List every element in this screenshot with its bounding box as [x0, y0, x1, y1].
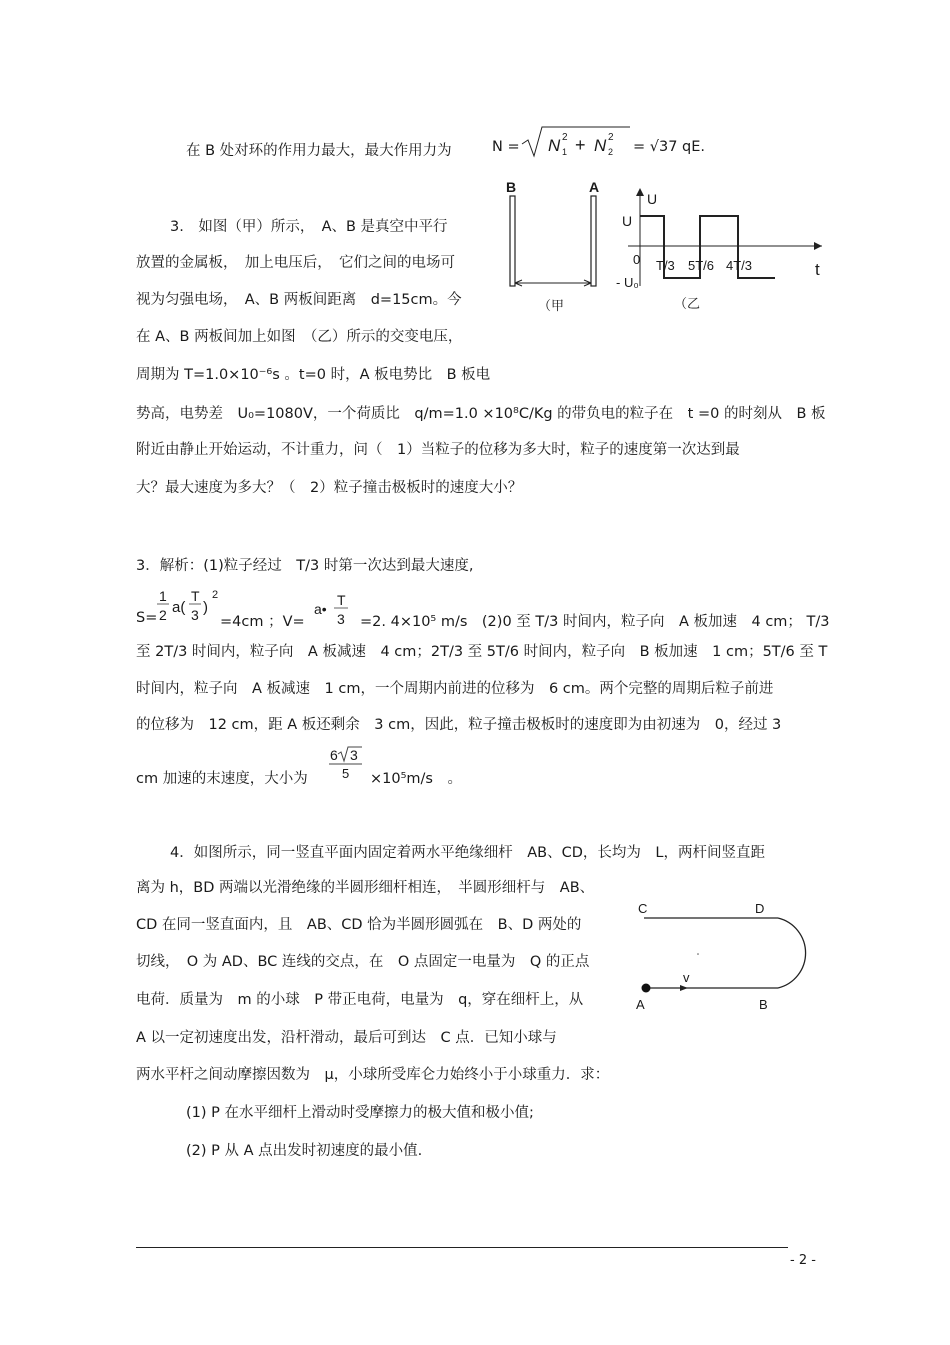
figure-q4	[628, 896, 833, 1016]
axis-t-label: t	[815, 260, 820, 279]
intro-text: 在 B 处对环的作用力最大，最大作用力为	[186, 143, 452, 159]
sol3-line-1: 3．解析：(1)粒子经过 T/3 时第一次达到最大速度,	[136, 558, 474, 574]
sol3-line-6a: cm 加速的末速度，大小为	[136, 771, 308, 787]
svg-text:2: 2	[608, 147, 614, 157]
point-b-label: B	[759, 997, 768, 1012]
svg-text:T: T	[337, 594, 346, 608]
formula-lhs: N =	[492, 139, 520, 155]
ball-p	[642, 984, 651, 993]
q4-item-2: (2) P 从 A 点出发时初速度的最小值.	[186, 1143, 423, 1159]
neg-level-label: - U₀	[616, 275, 639, 290]
q4-item-1: (1) P 在水平细杆上滑动时受摩擦力的极大值和极小值;	[186, 1105, 534, 1121]
svg-text:1: 1	[562, 147, 568, 157]
svg-text:a(: a(	[172, 599, 186, 616]
sol3-line-5: 的位移为 12 cm，距 A 板还剩余 3 cm，因此，粒子撞击极板时的速度即为由初速为 0，经过 3	[136, 717, 782, 733]
tick-5t6: 5T/6	[688, 258, 715, 273]
svg-text:3: 3	[191, 607, 199, 623]
q4-line-4: 切线， O 为 AD、BC 连线的交点，在 O 点固定一电量为 Q 的正点	[136, 954, 590, 970]
velocity-label: v	[683, 970, 690, 985]
fig-jia-caption: （甲	[538, 298, 565, 313]
q3-line-2: 放置的金属板， 加上电压后， 它们之间的电场可	[136, 255, 455, 271]
q3-line-3: 视为匀强电场， A、B 两板间距离 d=15cm。今	[136, 292, 462, 308]
q4-line-1: 4．如图所示，同一竖直平面内固定着两水平绝缘细杆 AB、CD，长均为 L，两杆间竖直距	[170, 845, 765, 861]
q4-line-2: 离为 h，BD 两端以光滑绝缘的半圆形细杆相连， 半圆形细杆与 AB、	[136, 880, 595, 896]
plate-a-label: A	[589, 179, 600, 195]
point-o	[697, 953, 699, 955]
svg-text:a•: a•	[314, 601, 327, 617]
figure-yi	[610, 186, 830, 316]
sol3-line-3: 至 2T/3 时间内，粒子向 A 板减速 4 cm；2T/3 至 5T/6 时间内，粒子向 B 板加速 1 cm；5T/6 至 T	[136, 644, 828, 660]
sol3-line-6b: ×10⁵m/s 。	[370, 771, 462, 787]
plate-b-label: B	[506, 179, 517, 195]
plate-b	[510, 196, 515, 286]
q3-line-4: 在 A、B 两板间加上如图 （乙）所示的交变电压，	[136, 329, 463, 345]
footer-rule	[136, 1247, 788, 1248]
semicircle-rod	[778, 918, 806, 988]
point-a-label: A	[636, 997, 645, 1012]
svg-text:3: 3	[350, 747, 358, 763]
sqrt-formula	[520, 124, 632, 160]
tick-t3: T/3	[656, 258, 675, 273]
figure-jia	[500, 176, 610, 316]
formula-rhs: = √37 qE.	[633, 139, 706, 155]
svg-text:2: 2	[608, 132, 614, 143]
svg-text:2: 2	[562, 132, 568, 143]
origin-label: 0	[633, 252, 641, 267]
svg-text:): )	[203, 599, 208, 616]
svg-text:2: 2	[159, 607, 167, 623]
svg-text:5: 5	[342, 766, 350, 781]
point-c-label: C	[638, 901, 648, 916]
level-u-label: U	[622, 213, 633, 229]
sol3-line-4: 时间内，粒子向 A 板减速 1 cm，一个周期内前进的位移为 6 cm。两个完整的周期后粒子前进	[136, 681, 774, 697]
q3-line-1: 3. 如图（甲）所示， A、B 是真空中平行	[170, 219, 448, 235]
sol3-s-result: =4cm ；V=	[220, 614, 305, 630]
q3-line-5: 周期为 T=1.0×10⁻⁶s 。t=0 时，A 板电势比 B 板电	[136, 367, 491, 383]
final-speed-formula	[328, 744, 368, 782]
velocity-arrow	[680, 985, 688, 991]
svg-text:T: T	[191, 588, 200, 604]
svg-text:2: 2	[212, 589, 219, 601]
fig-yi-caption: （乙	[674, 296, 701, 311]
page-number: - 2 -	[790, 1253, 816, 1268]
v-formula	[312, 594, 358, 628]
q4-line-7: 两水平杆之间动摩擦因数为 μ，小球所受库仑力始终小于小球重力．求：	[136, 1067, 610, 1083]
q4-line-6: A 以一定初速度出发，沿杆滑动，最后可到达 C 点．已知小球与	[136, 1030, 557, 1046]
tick-4t3: 4T/3	[726, 258, 753, 273]
svg-text:N: N	[594, 136, 607, 155]
q4-line-3: CD 在同一竖直面内，且 AB、CD 恰为半圆形圆弧在 B、D 两处的	[136, 917, 582, 933]
svg-text:6: 6	[330, 747, 338, 763]
q3-line-7: 附近由静止开始运动，不计重力，问（ 1）当粒子的位移为多大时，粒子的速度第一次达到最	[136, 442, 740, 458]
q3-line-8: 大？最大速度为多大？（ 2）粒子撞击极板时的速度大小？	[136, 480, 523, 496]
point-d-label: D	[755, 901, 765, 916]
axis-u-label: U	[647, 191, 658, 207]
q4-line-5: 电荷．质量为 m 的小球 P 带正电荷，电量为 q，穿在细杆上，从	[136, 992, 584, 1008]
svg-text:1: 1	[159, 588, 167, 604]
sol3-s-label: S=	[136, 610, 158, 626]
q3-line-6: 势高，电势差 U₀=1080V，一个荷质比 q/m=1.0 ×10⁸C/Kg 的带负电的粒子在 t =0 的时刻从 B 板	[136, 406, 826, 422]
plate-a	[591, 196, 596, 286]
svg-text:N: N	[548, 136, 561, 155]
svg-text:+: +	[575, 135, 586, 155]
svg-text:3: 3	[337, 611, 345, 627]
sol3-v-result: =2. 4×10⁵ m/s (2)0 至 T/3 时间内，粒子向 A 板加速 4 cm； T/3	[360, 614, 830, 630]
